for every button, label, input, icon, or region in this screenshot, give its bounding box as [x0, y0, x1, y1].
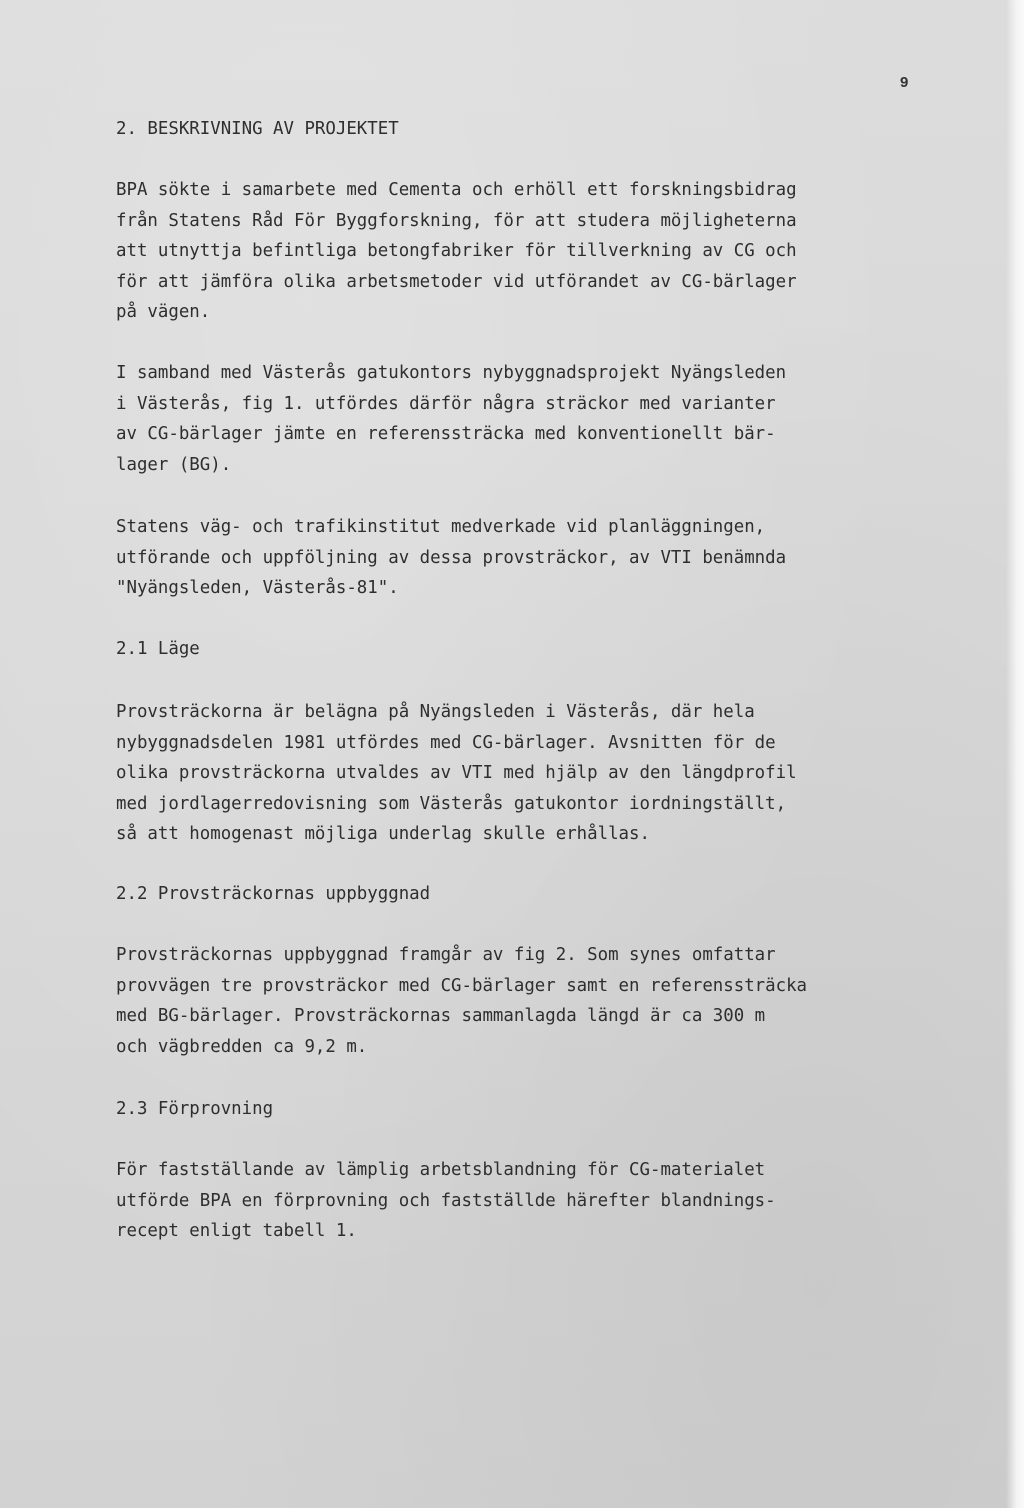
paragraph-structure — [116, 940, 956, 1062]
text-line: Statens väg- och trafikinstitut medverkade vid planläggningen, — [116, 517, 766, 537]
text-line: I samband med Västerås gatukontors nybyggnadsprojekt Nyängsleden — [116, 363, 787, 383]
text-line: olika provsträckorna utvaldes av VTI med hjälp av den längdprofil — [116, 763, 797, 783]
page-number: 9 — [900, 74, 909, 91]
subsection-heading-location: 2.1 Läge — [116, 639, 200, 659]
text-line: så att homogenast möjliga underlag skulle erhållas. — [116, 824, 650, 844]
text-line: recept enligt tabell 1. — [116, 1221, 357, 1241]
text-line: på vägen. — [116, 302, 211, 322]
text-line: utförande och uppföljning av dessa provsträckor, av VTI benämnda — [116, 547, 787, 568]
subsection-heading-pretesting: 2.3 Förprovning — [116, 1099, 274, 1119]
paragraph-intro — [116, 175, 956, 328]
text-line: utförde BPA en förprovning och fastställde härefter blandnings- — [116, 1190, 776, 1211]
text-line: För fastställande av lämplig arbetsblandning för CG-materialet — [116, 1160, 766, 1180]
text-line: med BG-bärlager. Provsträckornas sammanlagda längd är ca 300 m — [116, 1006, 766, 1026]
section-heading: 2. BESKRIVNING AV PROJEKTET — [116, 119, 399, 139]
text-line: provvägen tre provsträckor med CG-bärlager samt en referenssträcka — [116, 975, 808, 996]
paragraph-project — [116, 358, 956, 480]
text-line: med jordlagerredovisning som Västerås gatukontor iordningställt, — [116, 793, 787, 814]
text-line: från Statens Råd För Byggforskning, för att studera möjligheterna — [116, 210, 797, 231]
text-line: att utnyttja befintliga betongfabriker för tillverkning av CG och — [116, 241, 797, 261]
text-line: i Västerås, fig 1. utfördes därför några sträckor med varianter — [116, 393, 776, 414]
text-line: "Nyängsleden, Västerås-81". — [116, 578, 399, 598]
text-line: och vägbredden ca 9,2 m. — [116, 1036, 368, 1057]
paragraph-pretesting — [116, 1155, 956, 1247]
text-line: BPA sökte i samarbete med Cementa och erhöll ett forskningsbidrag — [116, 180, 797, 200]
subsection-heading-structure: 2.2 Provsträckornas uppbyggnad — [116, 884, 431, 904]
paragraph-location — [116, 697, 956, 850]
text-line: lager (BG). — [116, 454, 232, 475]
text-line: för att jämföra olika arbetsmetoder vid utförandet av CG-bärlager — [116, 271, 797, 292]
text-line: Provsträckorna är belägna på Nyängsleden i Västerås, där hela — [116, 702, 755, 722]
text-line: nybyggnadsdelen 1981 utfördes med CG-bärlager. Avsnitten för de — [116, 732, 776, 753]
text-line: av CG-bärlager jämte en referenssträcka med konventionellt bär- — [116, 424, 776, 444]
paragraph-vti — [116, 512, 956, 604]
scan-edge — [1006, 0, 1024, 1508]
text-line: Provsträckornas uppbyggnad framgår av fig 2. Som synes omfattar — [116, 945, 776, 965]
